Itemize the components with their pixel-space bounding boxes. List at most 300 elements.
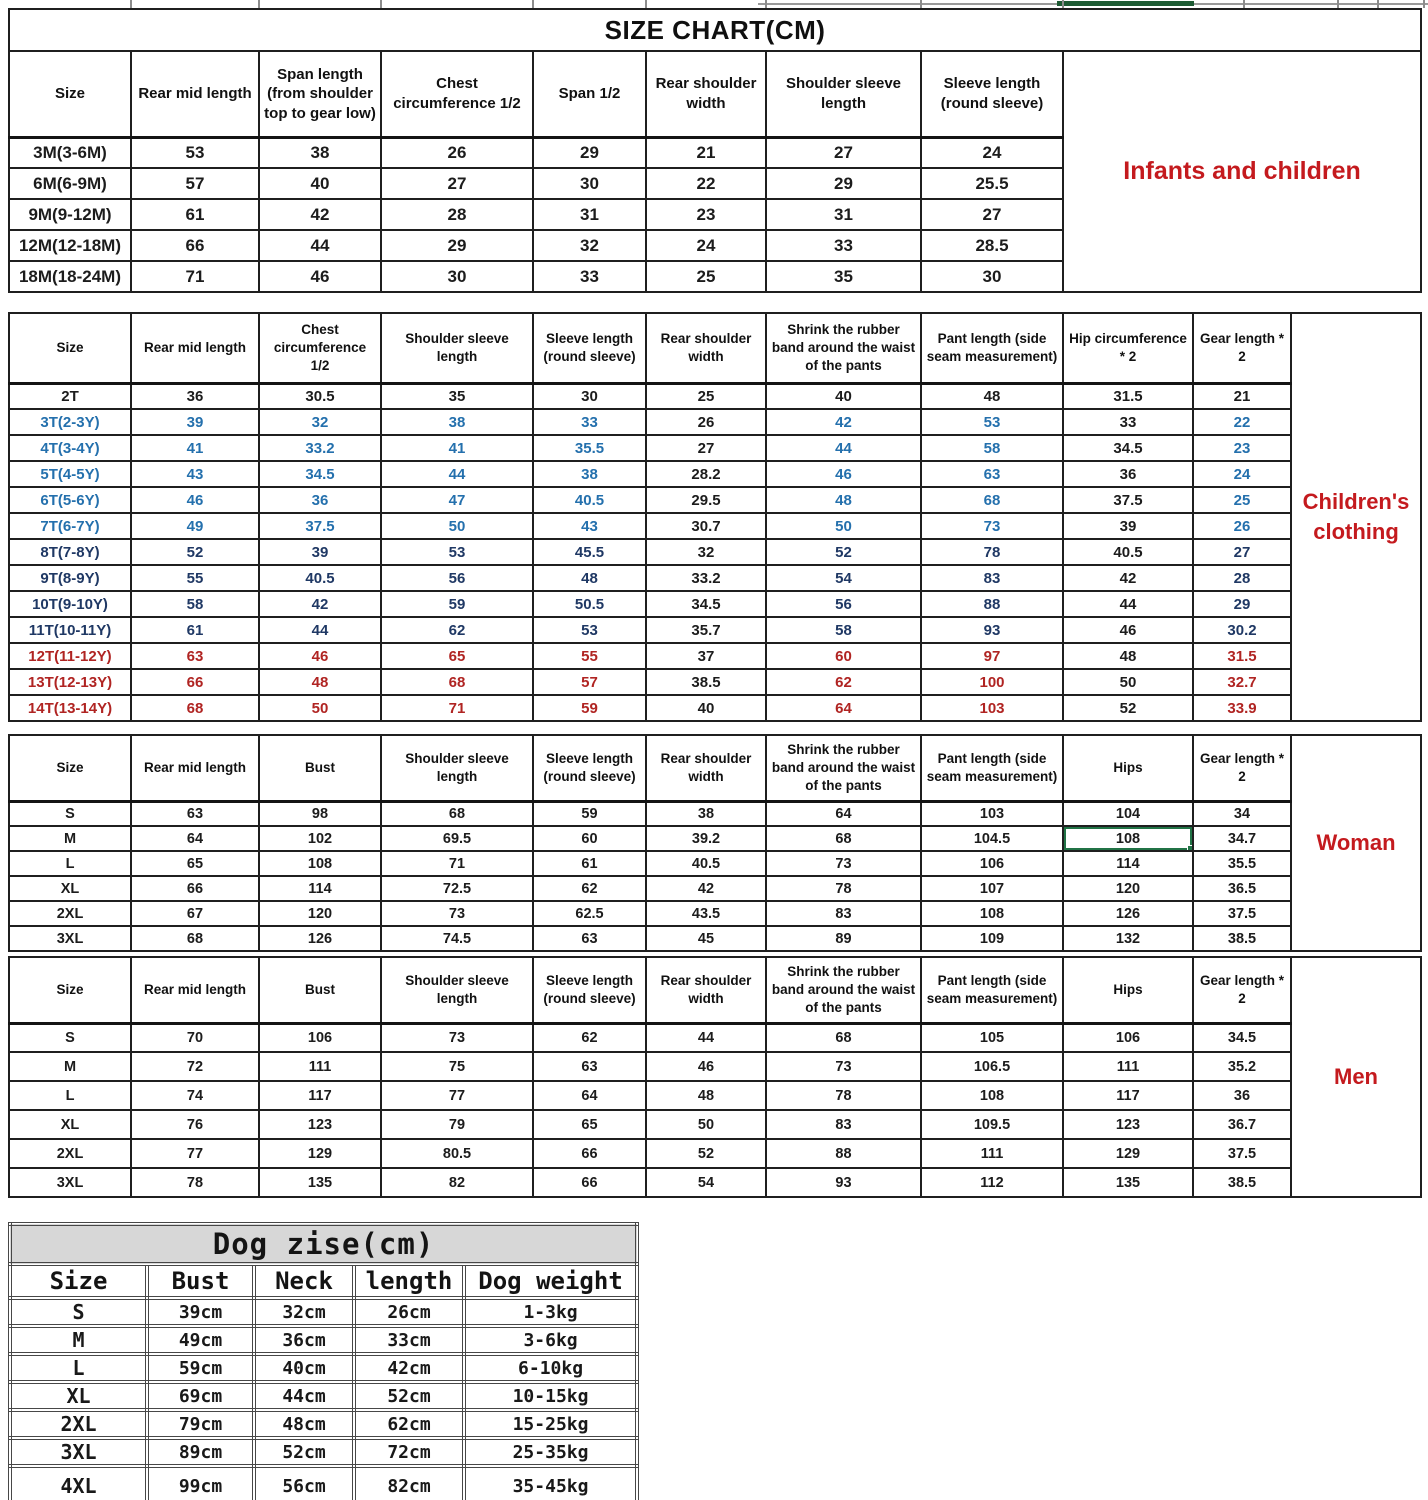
value-cell: 39 — [131, 409, 259, 435]
value-cell: 28 — [1193, 565, 1291, 591]
size-cell: 3XL — [10, 1438, 147, 1466]
value-cell: 72 — [131, 1052, 259, 1081]
value-cell: 62cm — [354, 1410, 464, 1438]
value-cell: 52 — [646, 1139, 766, 1168]
value-cell: 58 — [921, 435, 1063, 461]
value-cell: 59 — [533, 695, 646, 721]
value-cell: 38.5 — [646, 669, 766, 695]
value-cell: 117 — [259, 1081, 381, 1110]
value-cell: 22 — [1193, 409, 1291, 435]
value-cell: 35.5 — [1193, 851, 1291, 876]
value-cell: 62 — [381, 617, 533, 643]
value-cell: 32cm — [254, 1298, 354, 1326]
value-cell: 68 — [381, 801, 533, 826]
value-cell: 105 — [921, 1023, 1063, 1052]
value-cell: 46 — [646, 1052, 766, 1081]
title-row — [9, 9, 1421, 51]
column-header: Rear mid length — [131, 735, 259, 801]
value-cell: 42 — [766, 409, 921, 435]
value-cell: 40.5 — [646, 851, 766, 876]
size-cell: L — [10, 1354, 147, 1382]
value-cell: 63 — [533, 1052, 646, 1081]
value-cell: 63 — [921, 461, 1063, 487]
value-cell: 63 — [533, 926, 646, 951]
value-cell: 37.5 — [1193, 1139, 1291, 1168]
value-cell: 41 — [381, 435, 533, 461]
value-cell: 25 — [646, 261, 766, 292]
value-cell: 78 — [766, 1081, 921, 1110]
woman-size-table — [8, 734, 1422, 952]
size-cell: XL — [9, 1110, 131, 1139]
value-cell: 34.5 — [1193, 1023, 1291, 1052]
value-cell: 30 — [381, 261, 533, 292]
table-row — [9, 1168, 1421, 1197]
value-cell: 88 — [766, 1139, 921, 1168]
size-cell: S — [10, 1298, 147, 1326]
value-cell: 52cm — [254, 1438, 354, 1466]
value-cell: 61 — [131, 617, 259, 643]
value-cell: 40 — [259, 168, 381, 199]
value-cell: 30.5 — [259, 383, 381, 409]
title-row — [10, 1224, 637, 1264]
value-cell: 103 — [921, 695, 1063, 721]
value-cell: 48 — [646, 1081, 766, 1110]
column-header: Gear length * 2 — [1193, 313, 1291, 383]
value-cell: 28.5 — [921, 230, 1063, 261]
value-cell: 45 — [646, 926, 766, 951]
value-cell: 62 — [533, 1023, 646, 1052]
value-cell: 55 — [533, 643, 646, 669]
value-cell: 52 — [131, 539, 259, 565]
value-cell: 40.5 — [533, 487, 646, 513]
size-cell: 3XL — [9, 1168, 131, 1197]
value-cell: 38 — [259, 137, 381, 168]
value-cell: 77 — [381, 1081, 533, 1110]
value-cell: 129 — [1063, 1139, 1193, 1168]
column-header: Shrink the rubber band around the waist of the pants — [766, 957, 921, 1023]
size-cell: 10T(9-10Y) — [9, 591, 131, 617]
header-row — [10, 1264, 637, 1298]
value-cell: 78 — [921, 539, 1063, 565]
value-cell: 33.2 — [646, 565, 766, 591]
value-cell: 123 — [259, 1110, 381, 1139]
value-cell: 48 — [1063, 643, 1193, 669]
column-header: Neck — [254, 1264, 354, 1298]
value-cell: 38.5 — [1193, 926, 1291, 951]
value-cell: 64 — [766, 801, 921, 826]
column-header: Span 1/2 — [533, 51, 646, 137]
value-cell: 98 — [259, 801, 381, 826]
value-cell: 38 — [646, 801, 766, 826]
size-cell: S — [9, 1023, 131, 1052]
value-cell: 33 — [1063, 409, 1193, 435]
value-cell: 107 — [921, 876, 1063, 901]
value-cell: 40.5 — [259, 565, 381, 591]
table-row — [9, 487, 1421, 513]
grid-tick — [1377, 0, 1379, 8]
value-cell: 109 — [921, 926, 1063, 951]
value-cell: 26 — [381, 137, 533, 168]
value-cell: 47 — [381, 487, 533, 513]
table-row — [9, 695, 1421, 721]
value-cell: 32 — [533, 230, 646, 261]
table-row — [9, 539, 1421, 565]
column-header: Shoulder sleeve length — [381, 957, 533, 1023]
table-row — [10, 1354, 637, 1382]
value-cell: 100 — [921, 669, 1063, 695]
value-cell: 49cm — [147, 1326, 254, 1354]
value-cell: 37.5 — [1063, 487, 1193, 513]
table-row — [9, 435, 1421, 461]
size-cell: 9T(8-9Y) — [9, 565, 131, 591]
column-header: Shoulder sleeve length — [766, 51, 921, 137]
column-header: Rear mid length — [131, 313, 259, 383]
value-cell: 31.5 — [1193, 643, 1291, 669]
value-cell: 63 — [131, 801, 259, 826]
value-cell: 44cm — [254, 1382, 354, 1410]
value-cell: 53 — [533, 617, 646, 643]
value-cell: 40cm — [254, 1354, 354, 1382]
value-cell: 27 — [1193, 539, 1291, 565]
value-cell: 25.5 — [921, 168, 1063, 199]
value-cell: 40 — [766, 383, 921, 409]
value-cell: 27 — [646, 435, 766, 461]
value-cell: 43 — [533, 513, 646, 539]
value-cell: 32.7 — [1193, 669, 1291, 695]
value-cell: 29 — [533, 137, 646, 168]
value-cell: 120 — [259, 901, 381, 926]
value-cell: 15-25kg — [464, 1410, 637, 1438]
value-cell: 32 — [259, 409, 381, 435]
size-cell: 18M(18-24M) — [9, 261, 131, 292]
table-row — [9, 513, 1421, 539]
value-cell: 65 — [381, 643, 533, 669]
dog-size-table — [8, 1222, 639, 1500]
grid-tick — [1243, 0, 1245, 8]
value-cell: 108 — [259, 851, 381, 876]
value-cell: 73 — [766, 851, 921, 876]
column-header: Size — [9, 313, 131, 383]
size-cell: 7T(6-7Y) — [9, 513, 131, 539]
table-row — [9, 876, 1421, 901]
value-cell: 29 — [766, 168, 921, 199]
value-cell: 59 — [533, 801, 646, 826]
size-cell: XL — [10, 1382, 147, 1410]
value-cell: 114 — [259, 876, 381, 901]
value-cell: 30.7 — [646, 513, 766, 539]
value-cell: 37.5 — [259, 513, 381, 539]
table-row — [9, 1081, 1421, 1110]
value-cell: 109.5 — [921, 1110, 1063, 1139]
value-cell: 73 — [921, 513, 1063, 539]
value-cell: 70 — [131, 1023, 259, 1052]
value-cell: 88 — [921, 591, 1063, 617]
table-row — [9, 383, 1421, 409]
column-header: Gear length * 2 — [1193, 957, 1291, 1023]
value-cell: 69cm — [147, 1382, 254, 1410]
value-cell: 69.5 — [381, 826, 533, 851]
value-cell: 83 — [766, 901, 921, 926]
column-header: Pant length (side seam measurement) — [921, 735, 1063, 801]
value-cell: 33 — [533, 409, 646, 435]
value-cell: 56 — [766, 591, 921, 617]
value-cell: 68 — [131, 926, 259, 951]
table-row — [9, 565, 1421, 591]
value-cell: 97 — [921, 643, 1063, 669]
value-cell: 42 — [1063, 565, 1193, 591]
value-cell: 93 — [921, 617, 1063, 643]
value-cell: 82 — [381, 1168, 533, 1197]
table-row — [9, 669, 1421, 695]
value-cell: 48cm — [254, 1410, 354, 1438]
column-header: Sleeve length (round sleeve) — [533, 957, 646, 1023]
value-cell: 50 — [1063, 669, 1193, 695]
value-cell: 6-10kg — [464, 1354, 637, 1382]
value-cell: 64 — [131, 826, 259, 851]
value-cell: 23 — [646, 199, 766, 230]
value-cell: 55 — [131, 565, 259, 591]
value-cell: 36 — [1193, 1081, 1291, 1110]
value-cell: 34.5 — [259, 461, 381, 487]
value-cell: 25 — [1193, 487, 1291, 513]
value-cell: 102 — [259, 826, 381, 851]
value-cell: 32 — [646, 539, 766, 565]
grid-tick — [1423, 0, 1425, 8]
value-cell: 46 — [131, 487, 259, 513]
value-cell: 36.7 — [1193, 1110, 1291, 1139]
value-cell: 72.5 — [381, 876, 533, 901]
value-cell: 61 — [131, 199, 259, 230]
value-cell: 65 — [533, 1110, 646, 1139]
children-label: Children's clothing — [1291, 313, 1421, 721]
value-cell: 31 — [766, 199, 921, 230]
value-cell: 66 — [533, 1139, 646, 1168]
value-cell: 74 — [131, 1081, 259, 1110]
value-cell: 106 — [1063, 1023, 1193, 1052]
size-cell: 2XL — [10, 1410, 147, 1438]
value-cell: 108 — [921, 1081, 1063, 1110]
value-cell: 57 — [131, 168, 259, 199]
value-cell: 39 — [259, 539, 381, 565]
value-cell: 33 — [766, 230, 921, 261]
infants-title: SIZE CHART(CM) — [9, 9, 1421, 51]
value-cell: 34.5 — [646, 591, 766, 617]
size-cell: 14T(13-14Y) — [9, 695, 131, 721]
value-cell: 26 — [646, 409, 766, 435]
size-cell: 4XL — [10, 1466, 147, 1500]
table-row — [9, 591, 1421, 617]
men-size-table — [8, 956, 1422, 1198]
value-cell: 106 — [259, 1023, 381, 1052]
size-cell: 12M(12-18M) — [9, 230, 131, 261]
size-cell: M — [9, 826, 131, 851]
value-cell: 56 — [381, 565, 533, 591]
column-header: Bust — [259, 957, 381, 1023]
grid-tick — [765, 0, 767, 8]
value-cell: 35-45kg — [464, 1466, 637, 1500]
value-cell: 39 — [1063, 513, 1193, 539]
value-cell: 83 — [766, 1110, 921, 1139]
value-cell: 50.5 — [533, 591, 646, 617]
value-cell: 68 — [766, 826, 921, 851]
value-cell: 52 — [1063, 695, 1193, 721]
value-cell: 44 — [259, 617, 381, 643]
value-cell: 31 — [533, 199, 646, 230]
value-cell: 135 — [259, 1168, 381, 1197]
value-cell: 45.5 — [533, 539, 646, 565]
value-cell: 39.2 — [646, 826, 766, 851]
value-cell: 33.2 — [259, 435, 381, 461]
value-cell: 123 — [1063, 1110, 1193, 1139]
value-cell: 59cm — [147, 1354, 254, 1382]
table-row — [9, 409, 1421, 435]
column-header: Size — [9, 957, 131, 1023]
value-cell: 35 — [381, 383, 533, 409]
value-cell: 120 — [1063, 876, 1193, 901]
size-cell: S — [9, 801, 131, 826]
infants-label: Infants and children — [1063, 51, 1421, 292]
grid-tick — [258, 0, 260, 8]
value-cell: 27 — [766, 137, 921, 168]
size-cell: 3M(3-6M) — [9, 137, 131, 168]
value-cell: 72cm — [354, 1438, 464, 1466]
size-cell: 3XL — [9, 926, 131, 951]
value-cell: 68 — [921, 487, 1063, 513]
value-cell: 106 — [921, 851, 1063, 876]
column-header: Chest circumference 1/2 — [259, 313, 381, 383]
value-cell: 73 — [381, 1023, 533, 1052]
value-cell: 35.5 — [533, 435, 646, 461]
table-row — [9, 1023, 1421, 1052]
value-cell: 33cm — [354, 1326, 464, 1354]
value-cell: 99cm — [147, 1466, 254, 1500]
column-header: Rear mid length — [131, 957, 259, 1023]
column-header: Size — [9, 735, 131, 801]
column-header: Rear shoulder width — [646, 735, 766, 801]
value-cell: 48 — [533, 565, 646, 591]
size-cell: 6M(6-9M) — [9, 168, 131, 199]
table-row — [10, 1438, 637, 1466]
size-cell: 12T(11-12Y) — [9, 643, 131, 669]
value-cell: 36 — [259, 487, 381, 513]
value-cell: 59 — [381, 591, 533, 617]
value-cell: 68 — [381, 669, 533, 695]
column-header: Sleeve length (round sleeve) — [533, 735, 646, 801]
value-cell: 40 — [646, 695, 766, 721]
value-cell: 108 — [1063, 826, 1193, 851]
value-cell: 44 — [646, 1023, 766, 1052]
value-cell: 66 — [131, 876, 259, 901]
value-cell: 37.5 — [1193, 901, 1291, 926]
header-row — [9, 735, 1421, 801]
value-cell: 53 — [921, 409, 1063, 435]
value-cell: 111 — [259, 1052, 381, 1081]
value-cell: 39cm — [147, 1298, 254, 1326]
table-row — [9, 461, 1421, 487]
value-cell: 3-6kg — [464, 1326, 637, 1354]
value-cell: 46 — [259, 261, 381, 292]
value-cell: 78 — [131, 1168, 259, 1197]
size-cell: M — [10, 1326, 147, 1354]
value-cell: 50 — [646, 1110, 766, 1139]
value-cell: 48 — [259, 669, 381, 695]
value-cell: 103 — [921, 801, 1063, 826]
men-label: Men — [1291, 957, 1421, 1197]
size-cell: 4T(3-4Y) — [9, 435, 131, 461]
value-cell: 54 — [766, 565, 921, 591]
grid-tick — [130, 0, 132, 8]
value-cell: 35 — [766, 261, 921, 292]
value-cell: 50 — [259, 695, 381, 721]
table-row — [10, 1298, 637, 1326]
value-cell: 75 — [381, 1052, 533, 1081]
value-cell: 129 — [259, 1139, 381, 1168]
value-cell: 42 — [259, 199, 381, 230]
column-header: Rear shoulder width — [646, 957, 766, 1023]
size-cell: L — [9, 1081, 131, 1110]
column-header: Sleeve length (round sleeve) — [533, 313, 646, 383]
value-cell: 26 — [1193, 513, 1291, 539]
grid-tick — [1062, 0, 1064, 8]
value-cell: 114 — [1063, 851, 1193, 876]
grid-tick — [380, 0, 382, 8]
table-row — [9, 826, 1421, 851]
value-cell: 108 — [921, 901, 1063, 926]
value-cell: 40.5 — [1063, 539, 1193, 565]
value-cell: 71 — [131, 261, 259, 292]
value-cell: 64 — [533, 1081, 646, 1110]
value-cell: 104 — [1063, 801, 1193, 826]
value-cell: 126 — [1063, 901, 1193, 926]
size-cell: 3T(2-3Y) — [9, 409, 131, 435]
table-row — [10, 1466, 637, 1500]
column-header: Hips — [1063, 957, 1193, 1023]
value-cell: 38.5 — [1193, 1168, 1291, 1197]
value-cell: 29.5 — [646, 487, 766, 513]
value-cell: 46 — [1063, 617, 1193, 643]
column-header: Shoulder sleeve length — [381, 313, 533, 383]
value-cell: 78 — [766, 876, 921, 901]
size-cell: 11T(10-11Y) — [9, 617, 131, 643]
column-header: Size — [9, 51, 131, 137]
column-header: Rear mid length — [131, 51, 259, 137]
size-cell: L — [9, 851, 131, 876]
value-cell: 58 — [766, 617, 921, 643]
value-cell: 31.5 — [1063, 383, 1193, 409]
value-cell: 52cm — [354, 1382, 464, 1410]
column-header: Bust — [259, 735, 381, 801]
value-cell: 43 — [131, 461, 259, 487]
infants-size-table — [8, 8, 1422, 293]
header-row — [9, 313, 1421, 383]
table-row — [9, 643, 1421, 669]
column-header: Rear shoulder width — [646, 313, 766, 383]
value-cell: 50 — [766, 513, 921, 539]
value-cell: 48 — [766, 487, 921, 513]
table-row — [10, 1410, 637, 1438]
value-cell: 66 — [533, 1168, 646, 1197]
column-header: Size — [10, 1264, 147, 1298]
table-row — [10, 1382, 637, 1410]
value-cell: 71 — [381, 851, 533, 876]
value-cell: 126 — [259, 926, 381, 951]
value-cell: 26cm — [354, 1298, 464, 1326]
column-header: Span length (from shoulder top to gear low) — [259, 51, 381, 137]
value-cell: 27 — [381, 168, 533, 199]
column-header: Pant length (side seam measurement) — [921, 957, 1063, 1023]
value-cell: 34.5 — [1063, 435, 1193, 461]
value-cell: 82cm — [354, 1466, 464, 1500]
